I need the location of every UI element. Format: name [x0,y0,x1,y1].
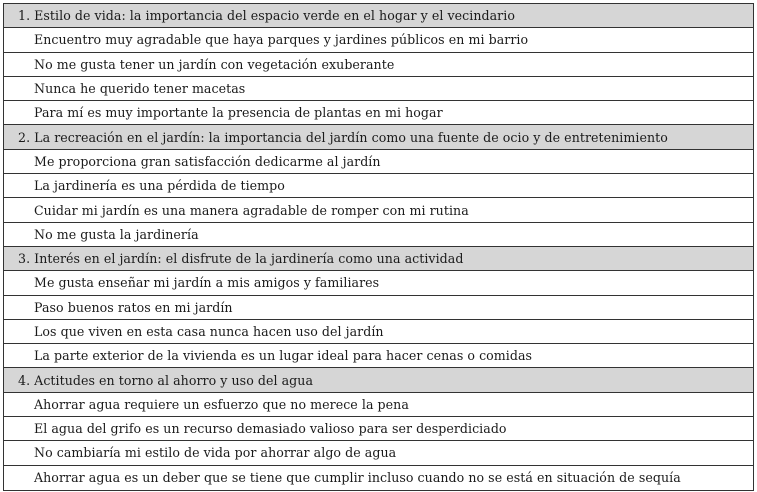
section-header-4: 4. Actitudes en torno al ahorro y uso del agua [4,368,753,392]
table-row: No me gusta la jardinería [4,223,753,247]
table-row: Me gusta enseñar mi jardín a mis amigos y familiares [4,271,753,295]
section-header-2: 2. La recreación en el jardín: la importancia del jardín como una fuente de ocio y de entretenimiento [4,125,753,149]
table-row: Nunca he querido tener macetas [4,77,753,101]
table-row: Ahorrar agua requiere un esfuerzo que no merece la pena [4,393,753,417]
table-row: Ahorrar agua es un deber que se tiene que cumplir incluso cuando no se está en situación de sequía [4,466,753,490]
table-row: Los que viven en esta casa nunca hacen uso del jardín [4,320,753,344]
table-row: Encuentro muy agradable que haya parques y jardines públicos en mi barrio [4,28,753,52]
section-header-1: 1. Estilo de vida: la importancia del espacio verde en el hogar y el vecindario [4,4,753,28]
table-row: No cambiaría mi estilo de vida por ahorrar algo de agua [4,441,753,465]
section-header-3: 3. Interés en el jardín: el disfrute de la jardinería como una actividad [4,247,753,271]
attitudes-table [3,3,754,491]
table-row: El agua del grifo es un recurso demasiado valioso para ser desperdiciado [4,417,753,441]
table-row: La parte exterior de la vivienda es un lugar ideal para hacer cenas o comidas [4,344,753,368]
table-row: Me proporciona gran satisfacción dedicarme al jardín [4,150,753,174]
table-row: Para mí es muy importante la presencia de plantas en mi hogar [4,101,753,125]
table-row: No me gusta tener un jardín con vegetación exuberante [4,53,753,77]
table-row: La jardinería es una pérdida de tiempo [4,174,753,198]
table-row: Paso buenos ratos en mi jardín [4,296,753,320]
table-row: Cuidar mi jardín es una manera agradable de romper con mi rutina [4,198,753,222]
